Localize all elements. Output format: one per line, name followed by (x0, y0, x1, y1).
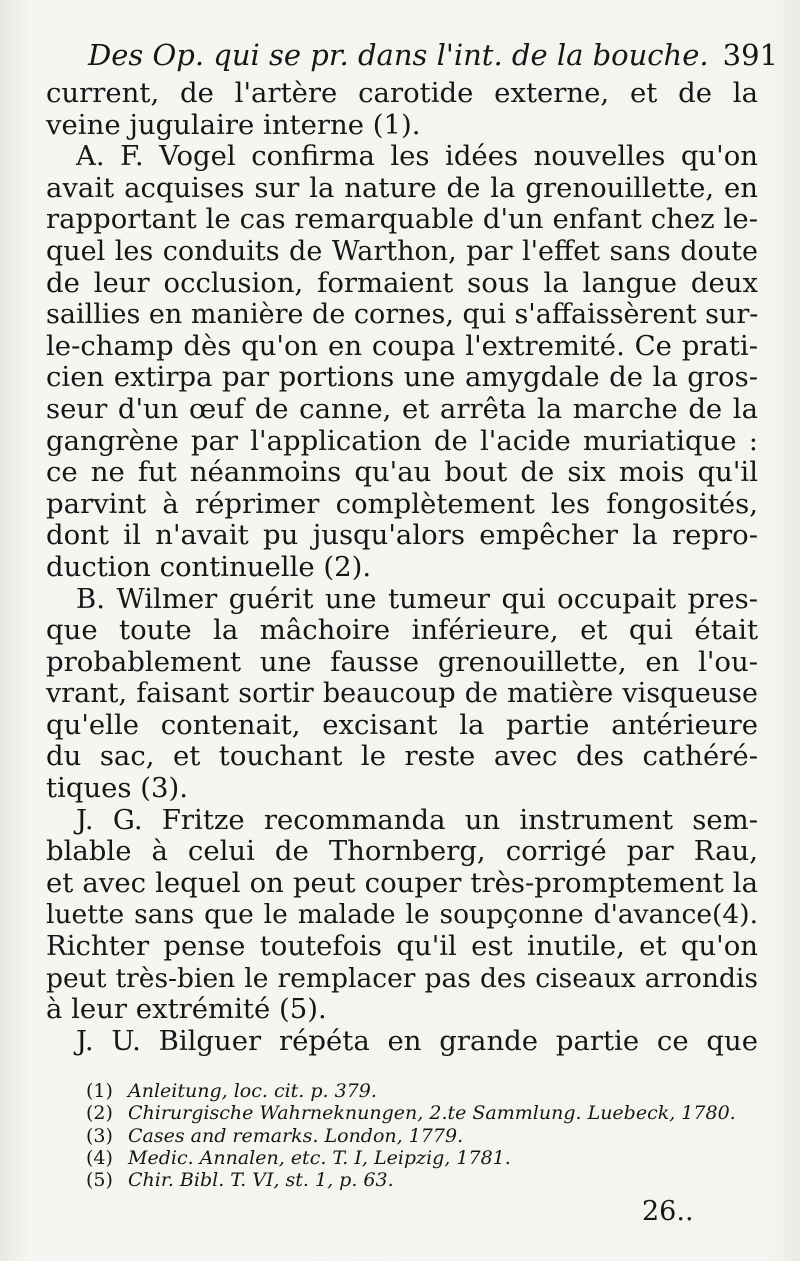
text-line: que toute la mâchoire inférieure, et qui était (46, 614, 758, 647)
signature-mark: 26.. (642, 1196, 694, 1227)
text-line: quel les conduits de Warthon, par l'effet sans doute (46, 235, 758, 267)
footnote-text: Anleitung, loc. cit. p. 379. (128, 1080, 377, 1102)
text-line: du sac, et touchant le reste avec des cathéré- (46, 740, 758, 773)
text-line: veine jugulaire interne (1). (46, 108, 421, 141)
running-title: Des Op. qui se pr. dans l'int. de la bouche. (88, 38, 709, 72)
text-line: qu'elle contenait, excisant la partie antérieure (46, 708, 758, 741)
text-line: current, de l'artère carotide externe, et de la (46, 77, 758, 109)
text-line: A. F. Vogel confirma les idées nouvelles qu'on (76, 140, 758, 173)
text-line: Richter pense toutefois qu'il est inutile, et qu'on (46, 930, 758, 963)
text-line: le-champ dès qu'on en coupa l'extremité. Ce prati- (46, 329, 758, 362)
footnotes (86, 1080, 766, 1191)
footnote-text: Medic. Annalen, etc. T. I, Leipzig, 1781. (128, 1146, 511, 1169)
text-line: saillies en manière de cornes, qui s'affaissèrent sur- (46, 299, 759, 331)
text-line: rapportant le cas remarquable d'un enfant chez le- (46, 203, 758, 236)
text-line: gangrène par l'application de l'acide muriatique : (46, 424, 758, 457)
footnote (86, 1147, 766, 1169)
text-line: peut très-bien le remplacer pas des ciseaux arrondis (46, 962, 758, 994)
footnote (86, 1080, 766, 1102)
footnote (86, 1102, 766, 1124)
text-line: ce ne fut néanmoins qu'au bout de six mois qu'il (46, 456, 758, 489)
text-line: cien extirpa par portions une amygdale de la gros- (46, 361, 758, 394)
running-header (88, 38, 778, 78)
text-line: J. U. Bilguer répéta en grande partie ce que (76, 1024, 758, 1057)
text-line: J. G. Fritze recommanda un instrument sem- (76, 803, 758, 836)
footnote-mark: (2) (86, 1102, 113, 1125)
text-line: tiques (3). (46, 772, 188, 805)
footnote (86, 1125, 766, 1147)
footnote-text: Cases and remarks. London, 1779. (128, 1124, 464, 1147)
text-line: luette sans que le malade le soupçonne d'avance(4). (46, 899, 758, 931)
footnote-text: Chirurgische Wahrneknungen, 2.te Sammlung. Luebeck, 1780. (128, 1102, 736, 1125)
text-line: blable à celui de Thornberg, corrigé par Rau, (46, 835, 758, 868)
page-number: 391 (722, 38, 778, 72)
text-line: seur d'un œuf de canne, et arrêta la marche de la (46, 392, 758, 425)
text-line: vrant, faisant sortir beaucoup de matière visqueuse (46, 678, 758, 710)
footnote-mark: (5) (86, 1169, 113, 1192)
text-line: dont il n'avait pu jusqu'alors empêcher la repro- (46, 519, 758, 552)
text-line: probablement une fausse grenouillette, en l'ou- (46, 645, 758, 678)
text-line: B. Wilmer guérit une tumeur qui occupait pres- (76, 582, 758, 615)
text-line: avait acquises sur la nature de la grenouillette, en (46, 171, 758, 204)
text-line: duction continuelle (2). (46, 550, 372, 583)
footnote-text: Chir. Bibl. T. VI, st. 1, p. 63. (128, 1169, 394, 1192)
text-line: et avec lequel on peut couper très-promptement la (46, 866, 758, 899)
footnote (86, 1169, 766, 1191)
text-line: à leur extrémité (5). (46, 993, 327, 1026)
body-text (46, 78, 758, 1057)
footnote-mark: (1) (86, 1080, 113, 1102)
footnote-mark: (4) (86, 1146, 113, 1169)
text-line: de leur occlusion, formaient sous la langue deux (46, 266, 758, 299)
text-line: parvint à réprimer complètement les fongosités, (46, 487, 758, 520)
footnote-mark: (3) (86, 1124, 113, 1147)
